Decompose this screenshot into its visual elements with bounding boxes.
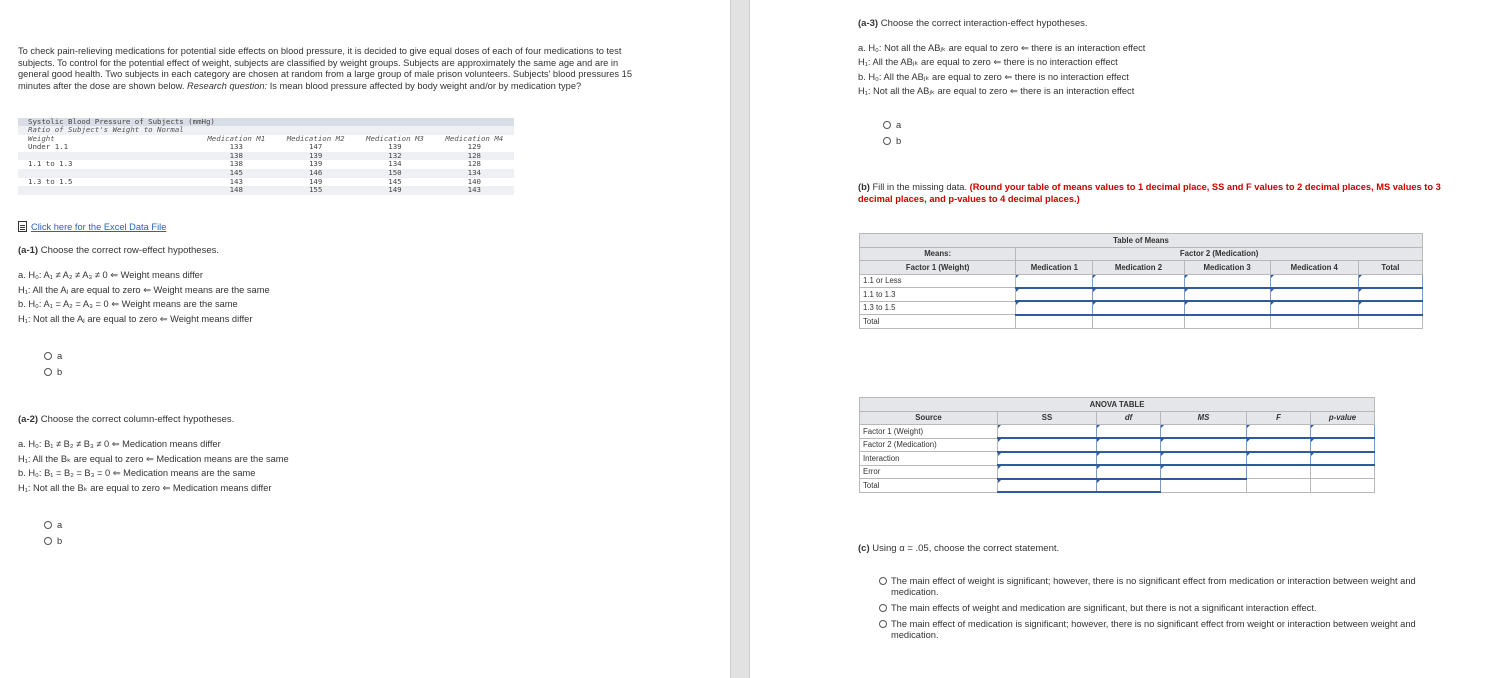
anova-input[interactable] [1097,479,1161,493]
means-input[interactable] [1358,274,1422,288]
c-option-1[interactable]: The main effect of weight is significant; however, there is no significant effect from medication or interaction between weight and medication. [879,576,1449,598]
anova-input[interactable] [1097,465,1161,479]
col-header: Medication M1 [207,133,266,143]
a2-hypotheses: a. H₀: B₁ ≠ B₂ ≠ B₃ ≠ 0 ⇐ Medication means differ H₁: All the Bₖ are equal to zero ⇐ Medication means are the same b. H₀: B₁ = B₂ = B₃ = 0 ⇐ Medication means are the same H₁: Not all the Bₖ are equal to zero ⇐ Medication means differ [18,439,289,493]
means-input[interactable] [1270,288,1358,302]
means-input[interactable] [1093,301,1184,315]
radio-icon[interactable] [44,537,52,545]
radio-icon[interactable] [879,604,887,612]
anova-table: ANOVA TABLE Source SS df MS F p-value Factor 1 (Weight) Factor 2 (Medication) Interaction Error Total [859,397,1375,493]
anova-input[interactable] [1311,438,1375,452]
table-row: 1.1 to 1.3 [860,288,1423,302]
table-row: Interaction [860,452,1375,466]
table-row: 1.1 or Less [860,274,1423,288]
data-table-row-header: Weight [28,133,55,143]
col-header: Medication M4 [445,133,504,143]
a3-option-b[interactable]: b [883,133,901,149]
a2-options [44,517,62,549]
excel-data-link[interactable]: Click here for the Excel Data File [18,221,166,232]
table-row: 1.3 to 1.5 [860,301,1423,315]
means-input[interactable] [1358,301,1422,315]
anova-input[interactable] [1247,452,1311,466]
table-row: 138 139 132 128 [18,152,514,161]
data-table-subtitle: Ratio of Subject's Weight to Normal [28,125,184,134]
col-header: Medication M2 [286,133,345,143]
radio-icon[interactable] [879,577,887,585]
table-row: Error [860,465,1375,479]
table-row: Total [860,479,1375,493]
table-row: 1.1 to 1.3 138 139 134 128 [28,159,481,169]
anova-input[interactable] [1097,438,1161,452]
anova-input[interactable] [1161,425,1247,439]
table-row: 145 146 150 134 [18,169,514,178]
radio-icon[interactable] [883,137,891,145]
right-pane [748,0,1510,678]
anova-input[interactable] [1247,438,1311,452]
means-table-title: Table of Means [860,234,1423,248]
radio-icon[interactable] [44,352,52,360]
means-input[interactable] [1184,274,1270,288]
anova-input[interactable] [1161,452,1247,466]
c-options [879,576,1449,641]
data-table-title: Systolic Blood Pressure of Subjects (mmHg) [18,118,514,126]
means-input[interactable] [1093,288,1184,302]
question-a3: (a-3) Choose the correct interaction-effect hypotheses. [858,18,1088,29]
document-icon [18,221,27,232]
anova-input[interactable] [1161,465,1247,479]
a3-option-a[interactable]: a [883,117,901,133]
means-input[interactable] [1270,274,1358,288]
anova-input[interactable] [1161,438,1247,452]
table-row: Under 1.1 133 147 139 129 [28,142,481,152]
means-input[interactable] [1184,288,1270,302]
problem-intro: To check pain-relieving medications for potential side effects on blood pressure, it is decided to give equal doses of each of four medications to test subjects. To control for the potential effect of weight, subjects are classified by weight groups. Subjects are approximately the same age and are in general good health. Two subjects in each category are chosen at random from a large group of male prison volunteers. Subjects' blood pressures 15 minutes after the dose are shown below. Research question: Is mean blood pressure affected by body weight and/or by medication type? [18,46,633,91]
question-a1: (a-1) Choose the correct row-effect hypotheses. [18,245,220,256]
radio-icon[interactable] [44,521,52,529]
a1-hypotheses: a. H₀: A₁ ≠ A₂ ≠ A₃ ≠ 0 ⇐ Weight means differ H₁: All the Aⱼ are equal to zero ⇐ Weight means are the same b. H₀: A₁ = A₂ = A₃ = 0 ⇐ Weight means are the same H₁: Not all the Aⱼ are equal to zero ⇐ Weight means differ [18,270,270,324]
question-a2: (a-2) Choose the correct column-effect hypotheses. [18,414,235,425]
a1-options [44,348,62,380]
table-row: 1.3 to 1.5 143 149 145 140 [28,176,481,186]
anova-input[interactable] [1097,425,1161,439]
a1-option-a[interactable]: a [44,348,62,364]
anova-input[interactable] [1311,452,1375,466]
anova-input[interactable] [998,425,1097,439]
means-input[interactable] [1358,288,1422,302]
anova-input[interactable] [1097,452,1161,466]
table-row: Factor 2 (Medication) [860,438,1375,452]
anova-table-title: ANOVA TABLE [860,398,1375,412]
blood-pressure-data-table [18,118,514,195]
anova-input[interactable] [998,479,1097,493]
a2-option-b[interactable]: b [44,533,62,549]
table-row: 148 155 149 143 [18,186,514,195]
a1-option-b[interactable]: b [44,364,62,380]
left-pane [0,0,730,678]
means-table: Table of Means Means: Factor 2 (Medication) Factor 1 (Weight) Medication 1 Medication 2 Medication 3 Medication 4 Total 1.1 or Less 1.1 to 1.3 1.3 to 1.5 Total [859,233,1423,329]
a3-hypotheses: a. H₀: Not all the ABⱼₖ are equal to zero ⇐ there is an interaction effect H₁: All the ABⱼₖ are equal to zero ⇐ there is no interaction effect b. H₀: All the ABⱼₖ are equal to zero ⇐ there is no interaction effect H₁: Not all the ABⱼₖ are equal to zero ⇐ there is an interaction effect [858,43,1146,96]
anova-input[interactable] [998,465,1097,479]
means-input[interactable] [1016,301,1093,315]
radio-icon[interactable] [879,620,887,628]
anova-input[interactable] [998,452,1097,466]
question-b: (b) Fill in the missing data. (Round your table of means values to 1 decimal place, SS and F values to 2 decimal places, MS values to 3 decimal places, and p-values to 4 decimal places.) [858,182,1441,204]
anova-input[interactable] [998,438,1097,452]
c-option-2[interactable]: The main effects of weight and medication are significant, but there is not a significant interaction effect. [879,603,1449,614]
means-input[interactable] [1093,274,1184,288]
means-input[interactable] [1184,301,1270,315]
c-option-3[interactable]: The main effect of medication is significant; however, there is no significant effect from weight or interaction between weight and medication. [879,619,1449,641]
anova-input[interactable] [1247,425,1311,439]
radio-icon[interactable] [883,121,891,129]
col-header: Medication M3 [366,133,424,143]
a3-options [883,117,901,149]
means-input[interactable] [1270,301,1358,315]
anova-input[interactable] [1311,425,1375,439]
table-row: Factor 1 (Weight) [860,425,1375,439]
pane-divider[interactable] [730,0,750,678]
radio-icon[interactable] [44,368,52,376]
table-row: Total [860,315,1423,329]
a2-option-a[interactable]: a [44,517,62,533]
question-c: (c) Using α = .05, choose the correct statement. [858,543,1060,554]
means-input[interactable] [1016,288,1093,302]
means-input[interactable] [1016,274,1093,288]
